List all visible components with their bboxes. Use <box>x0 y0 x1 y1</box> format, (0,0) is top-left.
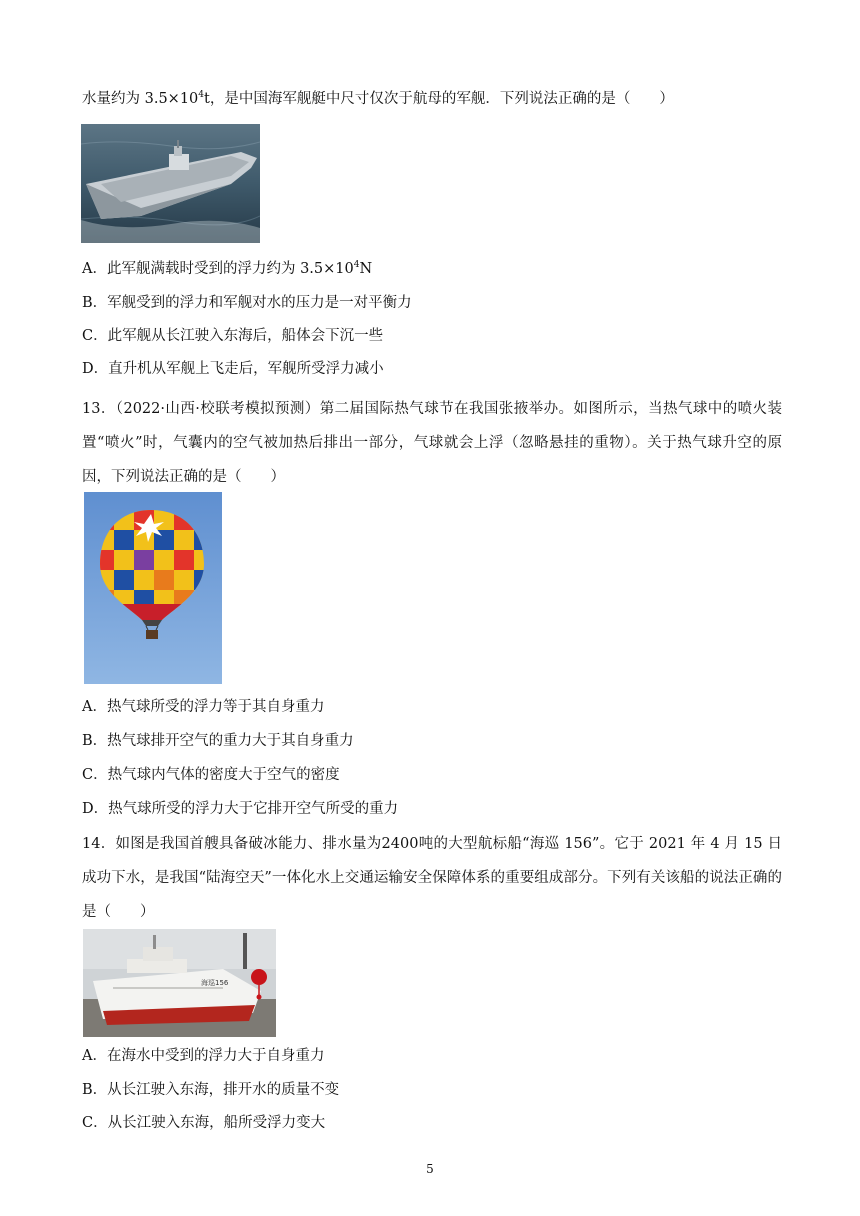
ship-hull-label: 海巡156 <box>201 979 229 987</box>
q12-option-a-unit: N <box>359 261 373 277</box>
warship-image <box>81 124 260 243</box>
q12-option-a-text: A．此军舰满载时受到的浮力约为 3.5×10 <box>82 261 354 277</box>
q13-option-a: A．热气球所受的浮力等于其自身重力 <box>82 699 325 715</box>
q12-option-c: C．此军舰从长江驶入东海后，船体会下沉一些 <box>82 328 384 344</box>
q14-option-a: A．在海水中受到的浮力大于自身重力 <box>82 1048 325 1064</box>
q12-stem <box>82 89 674 109</box>
q14-option-b: B．从长江驶入东海，排开水的质量不变 <box>82 1082 340 1098</box>
hot-air-balloon-image <box>84 492 222 684</box>
q12-option-b: B．军舰受到的浮力和军舰对水的压力是一对平衡力 <box>82 295 412 311</box>
q14-option-c: C．从长江驶入东海，船所受浮力变大 <box>82 1115 326 1131</box>
q12-stem-text: 水量约为 3.5×10 <box>82 91 199 107</box>
q13-stem: 13．（2022·山西·校联考模拟预测）第二届国际热气球节在我国张掖举办。如图所示，当热气球中的喷火装置“喷火”时，气囊内的空气被加热后排出一部分，气球就会上浮（忽略悬挂的重物）。关于热气球升空的原因，下列说法正确的是（ ） <box>82 401 782 485</box>
ship-haixun156-image <box>83 929 276 1037</box>
q12-stem-exponent: 4 <box>198 90 205 100</box>
q13-option-c: C．热气球内气体的密度大于空气的密度 <box>82 767 340 783</box>
q12-stem-text-2: t，是中国海军舰艇中尺寸仅次于航母的军舰．下列说法正确的是（ ） <box>204 91 674 107</box>
q13-option-d: D．热气球所受的浮力大于它排开空气所受的重力 <box>82 801 399 817</box>
q12-option-a <box>82 259 372 279</box>
q12-option-d: D．直升机从军舰上飞走后，军舰所受浮力减小 <box>82 361 384 377</box>
q14-stem: 14．如图是我国首艘具备破冰能力、排水量为2400吨的大型航标船“海巡 156”。它于 2021 年 4 月 15 日成功下水，是我国“陆海空天”一体化水上交通运输安全保障体系的重要组成部分。下列有关该船的说法正确的是（ ） <box>82 836 782 920</box>
q12-option-a-exponent: 4 <box>353 260 360 270</box>
page-number: 5 <box>426 1162 434 1176</box>
q13-option-b: B．热气球排开空气的重力大于其自身重力 <box>82 733 354 749</box>
